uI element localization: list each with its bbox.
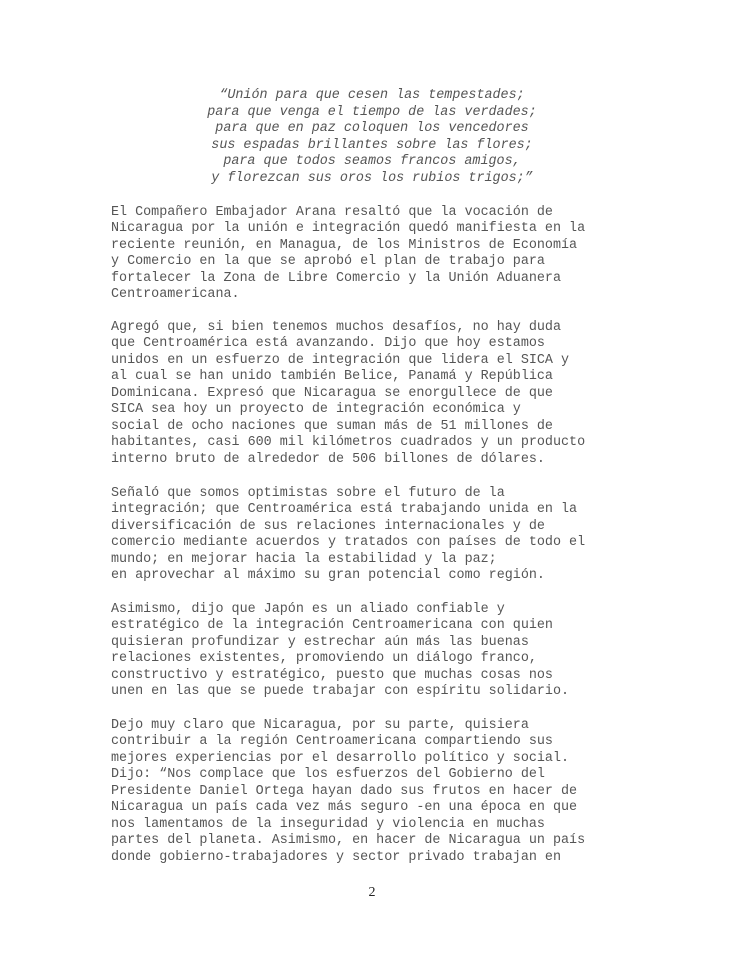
paragraph-line: Centroamericana. (111, 287, 240, 303)
paragraph-line: al cual se han unido también Belice, Panamá y República (111, 369, 553, 385)
paragraph-nicaragua-contribution (111, 718, 631, 866)
paragraph-line: integración; que Centroamérica está trabajando unida en la (111, 502, 578, 518)
paragraph-line: El Compañero Embajador Arana resaltó que la vocación de (111, 205, 553, 220)
poem-line: sus espadas brillantes sobre las flores; (211, 137, 533, 153)
page-number: 2 (368, 885, 376, 900)
paragraph-line: SICA sea hoy un proyecto de integración económica y (111, 402, 521, 418)
paragraph-line: Dejo muy claro que Nicaragua, por su parte, quisiera (111, 718, 529, 733)
paragraph-line: relaciones existentes, promoviendo un diálogo franco, (111, 651, 537, 667)
paragraph-line: social de ocho naciones que suman más de 51 millones de (111, 418, 553, 434)
paragraph-line: Dijo: “Nos complace que los esfuerzos del Gobierno del (111, 767, 545, 783)
paragraph-line: quisieran profundizar y estrechar aún más las buenas (111, 634, 529, 650)
paragraph-sica (111, 320, 631, 468)
paragraph-optimism (111, 486, 631, 585)
paragraph-line: que Centroamérica está avanzando. Dijo que hoy estamos (111, 336, 545, 352)
paragraph-line: donde gobierno-trabajadores y sector privado trabajan en (111, 849, 561, 865)
paragraph-line: partes del planeta. Asimismo, en hacer de Nicaragua un país (111, 833, 586, 849)
poem-line: para que en paz coloquen los vencedores (215, 121, 529, 136)
paragraph-line: nos lamentamos de la inseguridad y violencia en muchas (111, 816, 545, 832)
poem-line: y florezcan sus oros los rubios trigos;” (211, 170, 533, 186)
paragraph-line: diversificación de sus relaciones internacionales y de (111, 518, 545, 534)
poem-quote (150, 88, 594, 187)
poem-line: para que venga el tiempo de las verdades; (207, 104, 537, 120)
paragraph-line: Nicaragua por la unión e integración quedó manifiesta en la (111, 221, 586, 237)
paragraph-line: contribuir a la región Centroamericana compartiendo sus (111, 734, 553, 750)
poem-line: para que todos seamos francos amigos, (223, 154, 521, 169)
paragraph-line: mejores experiencias por el desarrollo político y social. (111, 750, 570, 766)
paragraph-line: reciente reunión, en Managua, de los Ministros de Economía (111, 237, 578, 253)
paragraph-line: Dominicana. Expresó que Nicaragua se enorgullece de que (111, 385, 553, 401)
paragraph-line: unen en las que se puede trabajar con espíritu solidario. (111, 684, 570, 700)
paragraph-line: comercio mediante acuerdos y tratados con países de todo el (111, 535, 586, 551)
paragraph-line: fortalecer la Zona de Libre Comercio y la Unión Aduanera (111, 270, 561, 286)
paragraph-line: Nicaragua un país cada vez más seguro -en una época en que (111, 800, 578, 816)
paragraph-line: Presidente Daniel Ortega hayan dado sus frutos en hacer de (111, 783, 578, 799)
paragraph-line: constructivo y estratégico, puesto que muchas cosas nos (111, 667, 553, 683)
paragraph-ambassador-arana (111, 205, 631, 304)
paragraph-line: y Comercio en la que se aprobó el plan de trabajo para (111, 254, 545, 270)
paragraph-line: habitantes, casi 600 mil kilómetros cuadrados y un producto (111, 435, 586, 451)
poem-line: “Unión para que cesen las tempestades; (219, 88, 525, 103)
paragraph-japan (111, 602, 631, 701)
paragraph-line: estratégico de la integración Centroamericana con quien (111, 618, 553, 634)
paragraph-line: Agregó que, si bien tenemos muchos desafíos, no hay duda (111, 320, 561, 335)
paragraph-line: interno bruto de alrededor de 506 billones de dólares. (111, 451, 545, 467)
paragraph-line: Asimismo, dijo que Japón es un aliado confiable y (111, 602, 505, 617)
paragraph-line: mundo; en mejorar hacia la estabilidad y la paz; (111, 551, 497, 567)
paragraph-line: en aprovechar al máximo su gran potencial como región. (111, 568, 545, 584)
paragraph-line: unidos en un esfuerzo de integración que lidera el SICA y (111, 352, 570, 368)
paragraph-line: Señaló que somos optimistas sobre el futuro de la (111, 486, 505, 501)
